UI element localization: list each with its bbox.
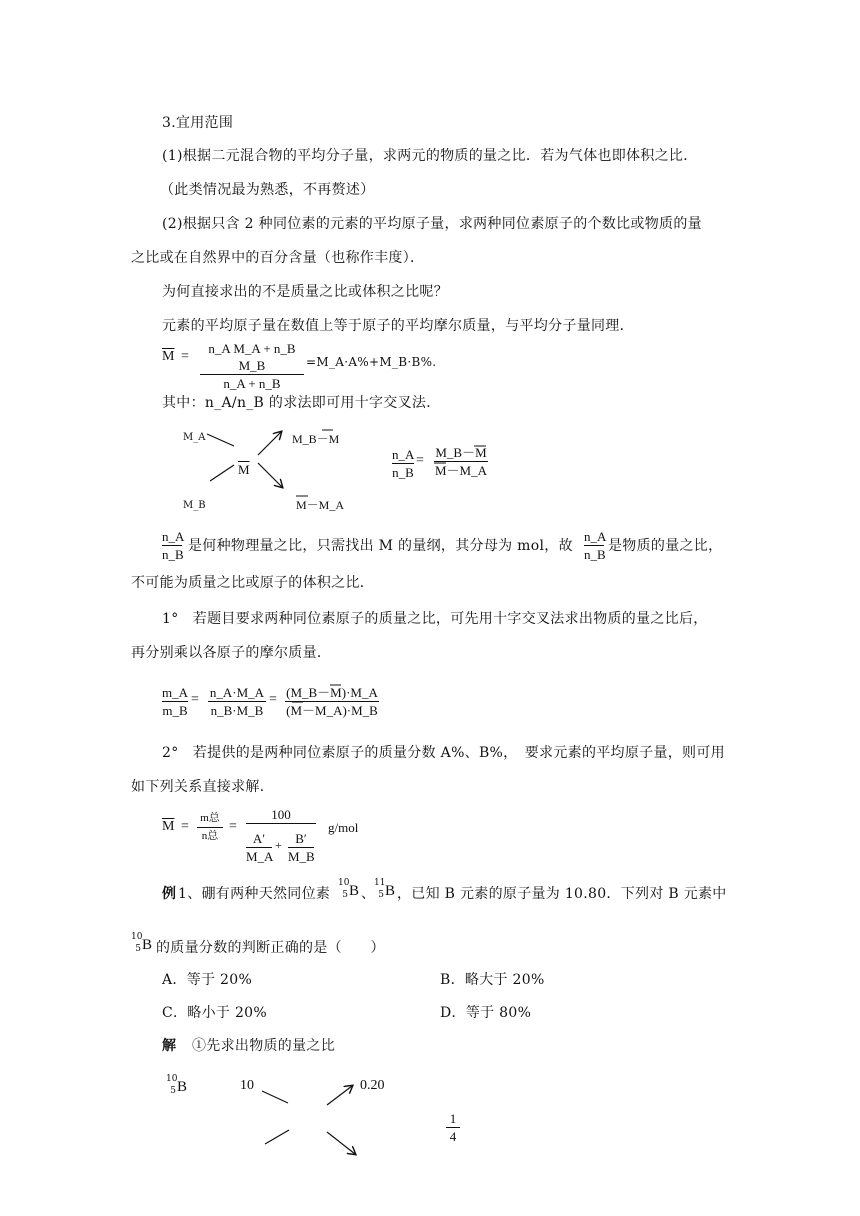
p5-frac-right-num: n_A xyxy=(584,529,607,544)
paragraph-4: 其中：n_A/n_B 的求法即可用十字交叉法． xyxy=(162,395,441,411)
cross1-arrow-down xyxy=(258,463,282,487)
formula3-f1-den: n总 xyxy=(201,830,219,842)
solution-line-bottom-left xyxy=(265,1130,289,1144)
example-line2-iso-mass: 10 xyxy=(131,932,143,942)
solution-ratio-den: 4 xyxy=(449,1129,457,1144)
cross1-center: $\overline{M}$ xyxy=(238,462,250,477)
solution-top-right-value: 0.20 xyxy=(360,1078,385,1093)
solution-iso-z: 5 xyxy=(170,1086,176,1096)
p5-frac-right-den: n_B xyxy=(584,547,606,562)
formula3-eq-2: = xyxy=(229,819,237,834)
example-text-c: 的质量分数的判断正确的是（ ） xyxy=(156,940,385,956)
example-label: 例 xyxy=(162,886,177,902)
question-text: 为何直接求出的不是质量之比或体积之比呢？ xyxy=(162,284,448,300)
cross1-rhs-num: M_B－M xyxy=(435,445,487,460)
formula3-a-num: A′ xyxy=(252,831,266,846)
paragraph-6-line-1: 1° 若题目要求两种同位素原子的质量之比，可先用十字交叉法求出物质的量之比后， xyxy=(162,611,708,627)
paragraph-3: 元素的平均原子量在数值上等于原子的平均摩尔质量，与平均分子量同理． xyxy=(162,318,634,334)
formula3-b-den: M_B xyxy=(288,849,315,864)
formula2-f2-num: n_A·M_A xyxy=(209,685,265,700)
cross1-line-mb xyxy=(210,465,234,481)
formula1-rhs: =M_A·A%+M_B·B%. xyxy=(306,355,437,369)
solution-line-top-left xyxy=(262,1091,288,1103)
example-text-b: ，已知 B 元素的原子量为 10.80．下列对 B 元素中 xyxy=(397,886,727,902)
solution-iso-symbol: B xyxy=(177,1079,188,1095)
cross1-mb: M_B xyxy=(183,500,206,511)
cross1-rhs-den: M－M_A xyxy=(434,463,487,478)
formula2-f1-num: m_A xyxy=(162,685,188,700)
paragraph-6-line-2: 再分别乘以各原子的摩尔质量． xyxy=(131,645,332,661)
cross1-ratio-num: n_A xyxy=(392,447,415,462)
formula3-big-num: 100 xyxy=(271,807,291,822)
formula1-numerator: n_A M_A + n_B M_B xyxy=(208,341,296,373)
solution-arrow-down xyxy=(327,1132,355,1154)
option-d[interactable]: D．等于 80% xyxy=(440,1005,532,1021)
example-iso2-mass: 11 xyxy=(374,878,386,888)
paragraph-2-line-2: 之比或在自然界中的百分含量（也称作丰度）． xyxy=(131,250,425,266)
cross1-arrow-up xyxy=(258,432,281,455)
formula2-eq-1: = xyxy=(191,692,199,707)
formula3-b-num: B′ xyxy=(295,831,307,846)
option-c[interactable]: C．略小于 20% xyxy=(162,1005,267,1021)
formula2-eq-2: = xyxy=(269,692,277,707)
paragraph-2-line-1: (2)根据只含 2 种同位素的元素的平均原子量，求两种同位素原子的个数比或物质的量 xyxy=(162,216,702,232)
cross1-line-ma xyxy=(207,434,234,446)
solution-arrow-up xyxy=(327,1086,352,1105)
formula2-f2-den: n_B·M_B xyxy=(210,703,264,718)
formula3-eq-1: = xyxy=(181,819,189,834)
cross1-top-right: M_B－M xyxy=(292,432,340,446)
formula3-lhs: $\overline{M}$ xyxy=(162,819,175,834)
formula3-unit: g/mol xyxy=(328,820,359,835)
cross1-bottom-right: M－M_A xyxy=(296,498,345,512)
paragraph-7-line-1: 2° 若提供的是两种同位素原子的质量分数 A%、B%， 要求元素的平均原子量，则可用 xyxy=(162,745,725,761)
paragraph-5-b: 是物质的量之比， xyxy=(608,538,723,554)
paragraph-1: (1)根据二元混合物的平均分子量，求两元的物质的量之比．若为气体也即体积之比． xyxy=(162,148,698,164)
formula3-f1-num: m总 xyxy=(200,812,220,824)
formula2-f1-den: m_B xyxy=(162,703,188,718)
paragraph-7-line-2: 如下列关系直接求解． xyxy=(131,779,274,795)
formula1-lhs: $\overline{M}$ xyxy=(162,349,175,364)
formula1-equals: = xyxy=(181,349,189,364)
formula3-plus: + xyxy=(275,838,282,852)
p5-frac-left-num: n_A xyxy=(162,529,185,544)
p5-frac-left-den: n_B xyxy=(162,547,184,562)
formula3-a-den: M_A xyxy=(246,849,274,864)
example-line2-iso-symbol: B xyxy=(142,937,153,953)
example-iso1-symbol: B xyxy=(349,883,360,899)
cross1-ma: M_A xyxy=(183,432,206,443)
example-sep: 、 xyxy=(361,886,376,902)
cross1-equals: = xyxy=(416,453,424,468)
solution-left-value: 10 xyxy=(240,1078,254,1093)
paragraph-5-a: 是何种物理量之比，只需找出 M 的量纲，其分母为 mol，故 xyxy=(188,538,573,554)
option-a[interactable]: A．等于 20% xyxy=(162,972,253,988)
formula1-denominator: n_A + n_B xyxy=(223,376,281,391)
example-iso1-mass: 10 xyxy=(338,878,350,888)
example-iso1-z: 5 xyxy=(342,890,348,900)
formula2-f3-den: (M－M_A)·M_B xyxy=(286,703,378,718)
formula2-f3-num: (M_B－M)·M_A xyxy=(286,685,378,700)
example-iso2-symbol: B xyxy=(385,883,396,899)
solution-text: ①先求出物质的量之比 xyxy=(192,1038,335,1054)
section-heading: 3.宜用范围 xyxy=(162,115,234,131)
solution-ratio-num: 1 xyxy=(449,1111,457,1126)
example-line2-iso-z: 5 xyxy=(135,944,141,954)
option-b[interactable]: B．略大于 20% xyxy=(440,972,545,988)
solution-label: 解 xyxy=(162,1038,177,1054)
cross1-ratio-den: n_B xyxy=(392,465,414,480)
paragraph-5-line-2: 不可能为质量之比或原子的体积之比． xyxy=(131,575,375,591)
solution-iso-mass: 10 xyxy=(166,1074,178,1084)
example-iso2-z: 5 xyxy=(378,890,384,900)
example-text-a: 1、硼有两种天然同位素 xyxy=(178,886,331,902)
paragraph-1-note: （此类情况最为熟悉，不再赘述） xyxy=(160,182,375,198)
